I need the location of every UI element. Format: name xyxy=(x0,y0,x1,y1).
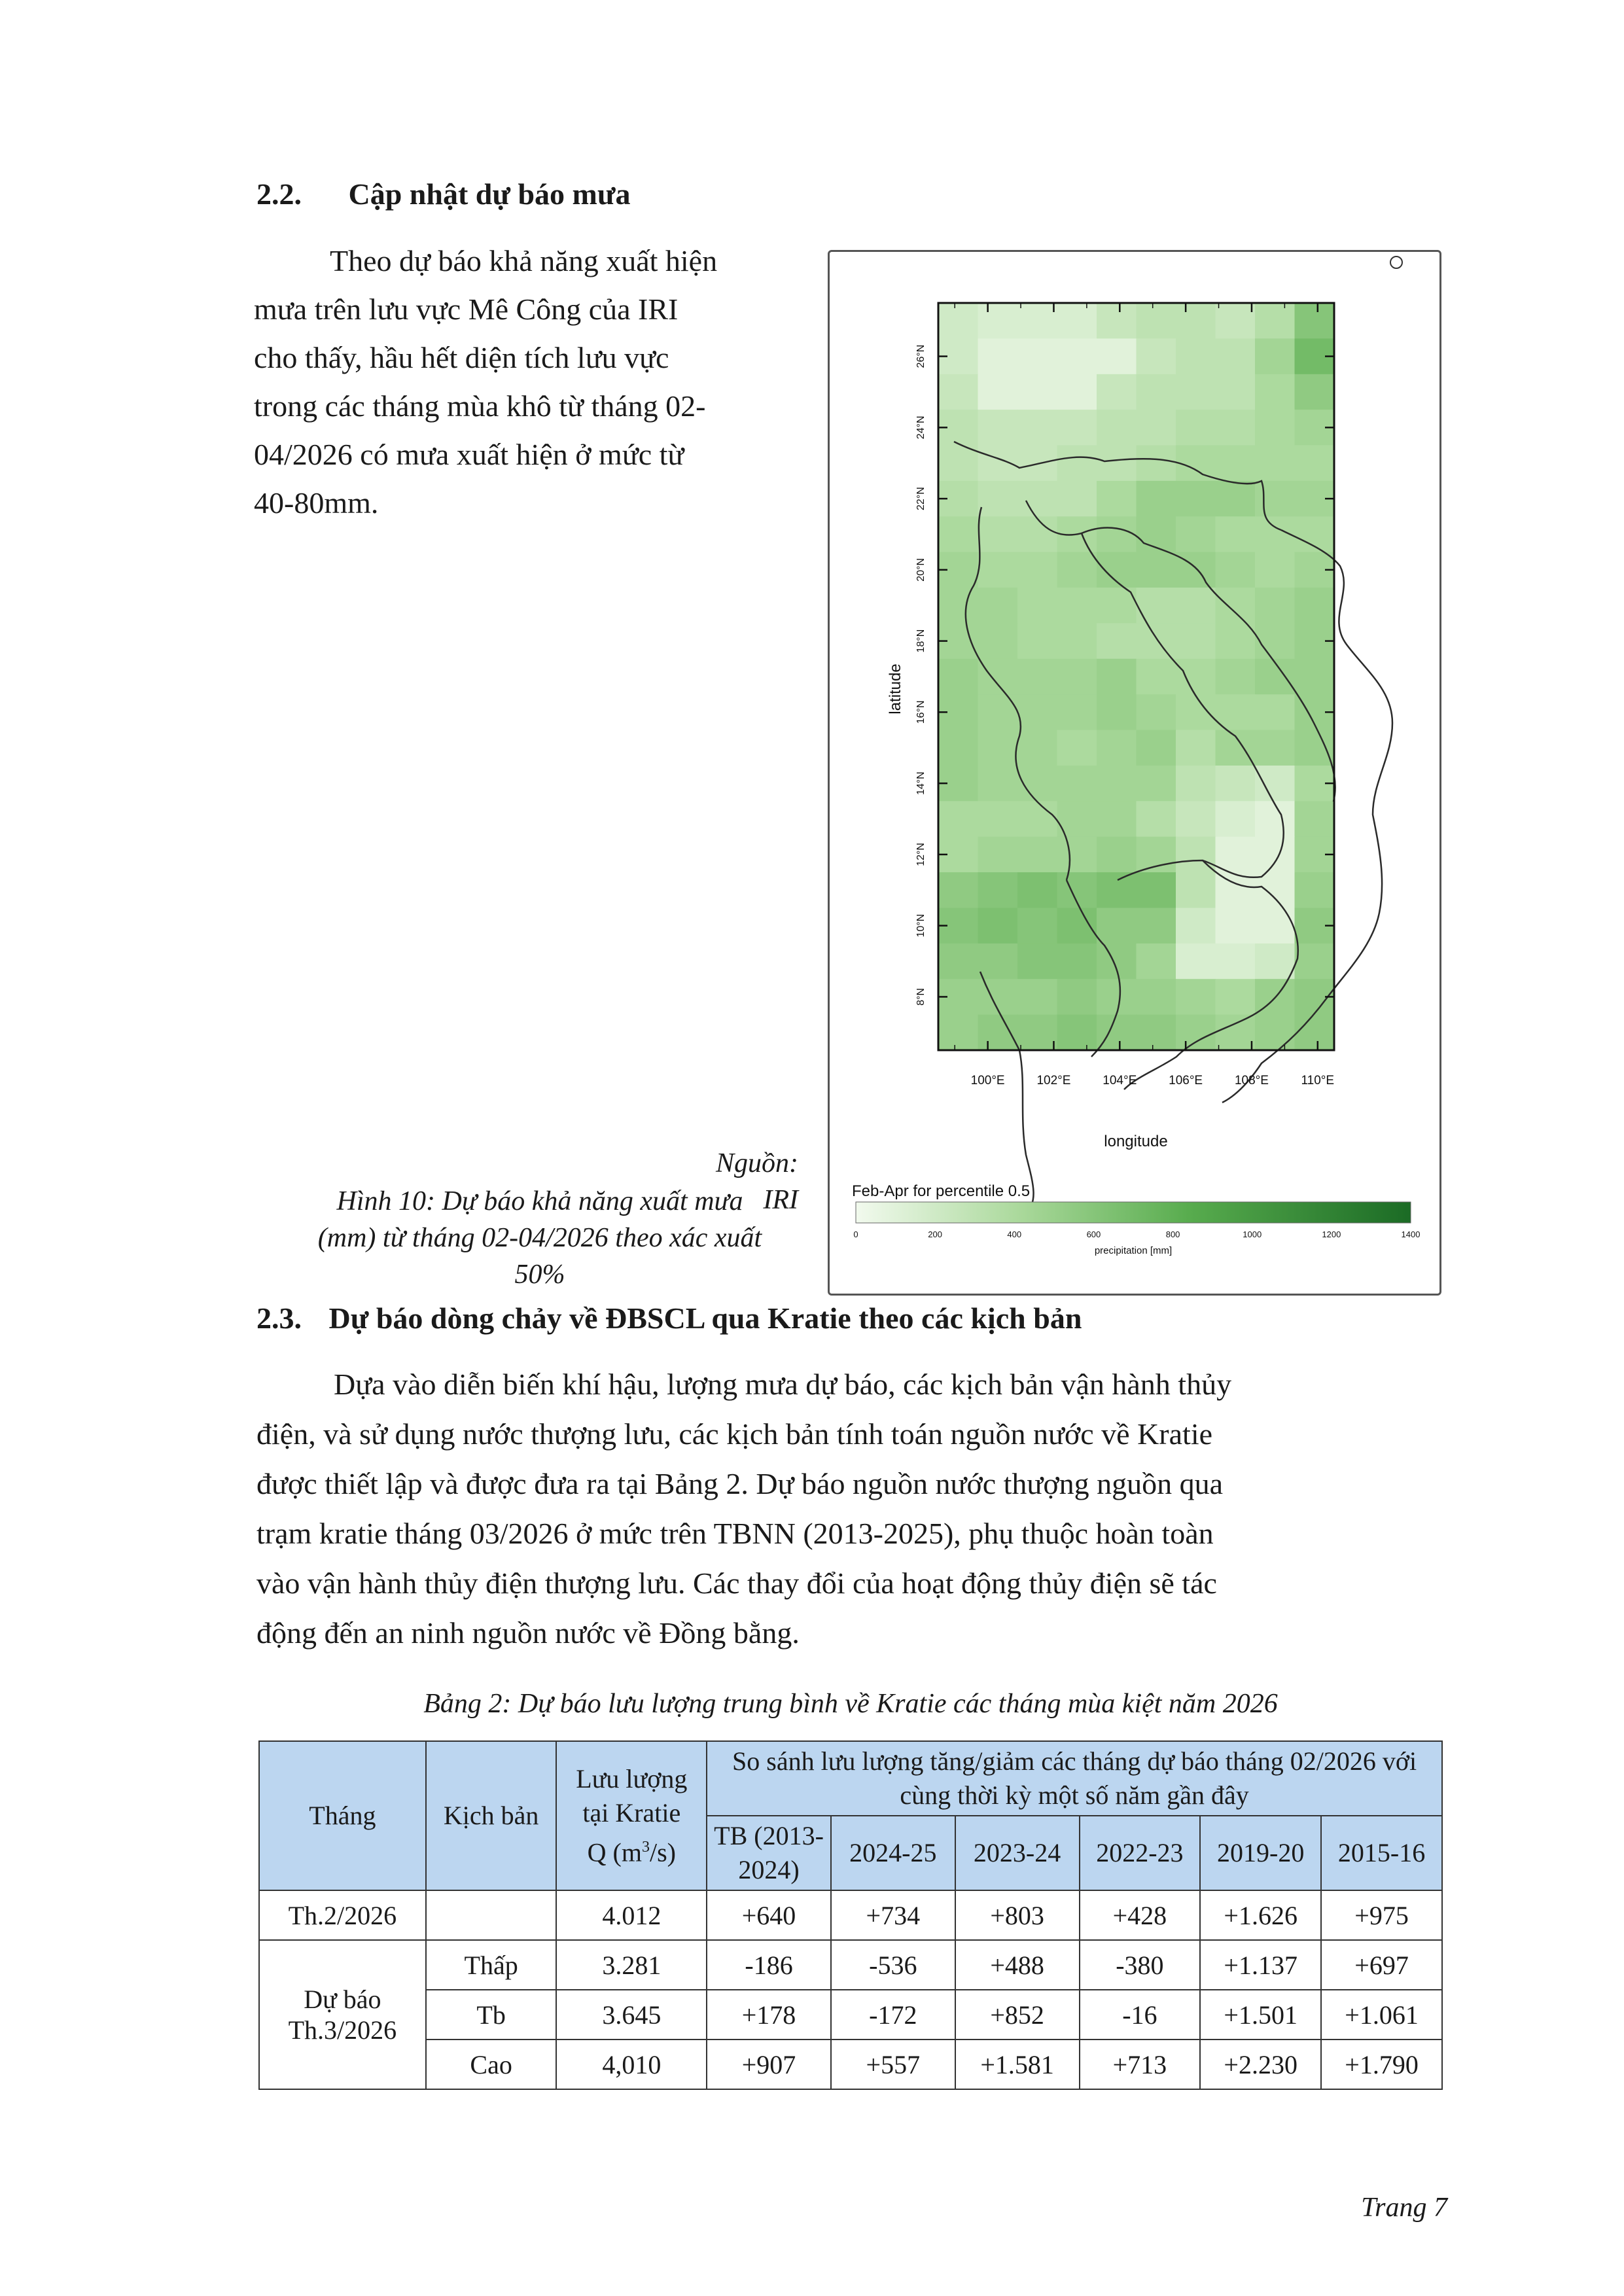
heatmap-cell xyxy=(1097,410,1137,446)
heatmap-cell xyxy=(938,374,978,410)
heatmap-cell xyxy=(1097,872,1137,908)
heatmap-cell xyxy=(1295,801,1335,837)
heatmap-cell xyxy=(1216,766,1256,802)
table-caption: Bảng 2: Dự báo lưu lượng trung bình về Kratie các tháng mùa kiệt năm 2026 xyxy=(423,1689,1278,1719)
heatmap-cell xyxy=(978,552,1018,588)
heatmap-cell xyxy=(1097,944,1137,980)
heatmap-cell xyxy=(1216,979,1256,1015)
heatmap-cell xyxy=(1097,766,1137,802)
cell-value: +557 xyxy=(831,2040,955,2089)
heatmap-cell xyxy=(1137,303,1176,339)
heatmap-cell xyxy=(1057,623,1097,659)
figure-caption xyxy=(258,1183,821,1293)
y-tick-label: 22°N xyxy=(915,487,927,510)
colorbar-tick-label: 200 xyxy=(928,1229,942,1239)
paragraph-line: động đến an ninh nguồn nước về Đồng bằng. xyxy=(256,1616,800,1650)
heatmap-cell xyxy=(978,374,1018,410)
section-2-2-heading xyxy=(256,177,630,211)
heatmap-cell xyxy=(1255,694,1295,730)
cell-value: +1.501 xyxy=(1200,1990,1321,2040)
heatmap-cell xyxy=(1137,944,1176,980)
heatmap-cell xyxy=(978,872,1018,908)
caption-line: (mm) từ tháng 02-04/2026 theo xác xuất xyxy=(317,1223,762,1253)
heatmap-cell xyxy=(1137,659,1176,695)
heatmap-cell xyxy=(1057,1015,1097,1051)
heatmap-cell xyxy=(1057,730,1097,766)
cell-flow: 3.281 xyxy=(556,1940,707,1990)
heatmap-cell xyxy=(978,303,1018,339)
heatmap-cell xyxy=(1176,908,1216,944)
paragraph-line: 40-80mm. xyxy=(254,486,379,520)
heatmap-cell xyxy=(1216,446,1256,482)
heatmap-cell xyxy=(1216,623,1256,659)
heatmap-cell xyxy=(1057,410,1097,446)
heatmap-cell xyxy=(1216,588,1256,624)
paragraph-line: điện, và sử dụng nước thượng lưu, các kịch bản tính toán nguồn nước về Kratie xyxy=(256,1417,1213,1451)
heatmap-cell xyxy=(1216,410,1256,446)
heatmap-cell xyxy=(1097,623,1137,659)
heatmap-cell xyxy=(1057,908,1097,944)
heatmap-cell xyxy=(1216,908,1256,944)
heatmap-cell xyxy=(1216,837,1256,873)
heatmap-cell xyxy=(1097,979,1137,1015)
heatmap-cell xyxy=(938,303,978,339)
heatmap-cell xyxy=(1057,694,1097,730)
y-tick-label: 18°N xyxy=(915,629,927,653)
heatmap-cell xyxy=(1176,516,1216,552)
cell-scenario: Cao xyxy=(426,2040,557,2089)
heatmap-cell xyxy=(1057,481,1097,517)
heatmap-cell xyxy=(1017,410,1057,446)
header-scenario: Kịch bản xyxy=(426,1741,557,1890)
cell-value: -172 xyxy=(831,1990,955,2040)
heatmap-cell xyxy=(978,730,1018,766)
heatmap-cell xyxy=(1017,801,1057,837)
heatmap-cell xyxy=(1176,872,1216,908)
paragraph-line: trạm kratie tháng 03/2026 ở mức trên TBNN (2013-2025), phụ thuộc hoàn toàn xyxy=(256,1517,1214,1550)
rain-forecast-paragraph xyxy=(254,237,817,527)
heatmap-cell xyxy=(1176,659,1216,695)
header-flow-unit: Q $(m^3/s)$ xyxy=(587,1837,676,1867)
heatmap-cell xyxy=(1255,552,1295,588)
heatmap-cell xyxy=(1057,446,1097,482)
heatmap-cell xyxy=(978,623,1018,659)
paragraph-line: cho thấy, hầu hết diện tích lưu vực xyxy=(254,341,669,374)
heatmap-cell xyxy=(1097,1015,1137,1051)
cell-value: +1.137 xyxy=(1200,1940,1321,1990)
y-tick-label: 26°N xyxy=(915,344,927,368)
cell-value: +975 xyxy=(1321,1890,1442,1940)
colorbar xyxy=(856,1202,1411,1223)
colorbar-tick-label: 1000 xyxy=(1243,1229,1262,1239)
header-year: 2015-16 xyxy=(1321,1816,1442,1890)
heatmap-cell xyxy=(1176,303,1216,339)
heatmap-cell xyxy=(1137,801,1176,837)
heatmap-cell xyxy=(1097,659,1137,695)
cell-value: +2.230 xyxy=(1200,2040,1321,2089)
heatmap-cell xyxy=(1295,1015,1335,1051)
heatmap-cell xyxy=(1137,908,1176,944)
heatmap-cell xyxy=(1176,944,1216,980)
heatmap-cell xyxy=(978,908,1018,944)
heatmap-cell xyxy=(1097,516,1137,552)
heatmap-cell xyxy=(1295,446,1335,482)
heatmap-cell xyxy=(1216,516,1256,552)
cell-value: +488 xyxy=(955,1940,1080,1990)
heatmap-cell xyxy=(1137,552,1176,588)
heatmap-cell xyxy=(1255,338,1295,374)
heatmap-cell xyxy=(1017,338,1057,374)
heatmap-cell xyxy=(1017,837,1057,873)
cell-value: +852 xyxy=(955,1990,1080,2040)
cell-value: +713 xyxy=(1080,2040,1201,2089)
heatmap-cell xyxy=(1255,801,1295,837)
heatmap-cell xyxy=(1017,694,1057,730)
heatmap-cell xyxy=(1057,303,1097,339)
heatmap-cell xyxy=(1255,410,1295,446)
heatmap-cell xyxy=(1176,801,1216,837)
heatmap-cell xyxy=(978,410,1018,446)
heatmap-cell xyxy=(1057,338,1097,374)
paragraph-line: vào vận hành thủy điện thượng lưu. Các thay đổi của hoạt động thủy điện sẽ tác xyxy=(256,1566,1217,1600)
section-number: 2.3. xyxy=(256,1301,302,1335)
heatmap-cell xyxy=(1097,730,1137,766)
heatmap-cell xyxy=(1255,623,1295,659)
heatmap-cell xyxy=(1176,979,1216,1015)
heatmap-cell xyxy=(1137,588,1176,624)
section-title: Cập nhật dự báo mưa xyxy=(348,177,631,211)
heatmap-cell xyxy=(1137,979,1176,1015)
cell-value: +697 xyxy=(1321,1940,1442,1990)
heatmap-cell xyxy=(1137,338,1176,374)
header-year: 2023-24 xyxy=(955,1816,1080,1890)
y-tick-label: 16°N xyxy=(915,700,927,724)
cell-scenario: Thấp xyxy=(426,1940,557,1990)
heatmap-cell xyxy=(1176,766,1216,802)
heatmap-cell xyxy=(1057,588,1097,624)
colorbar-tick-label: 1400 xyxy=(1401,1229,1421,1239)
heatmap-cell xyxy=(1097,446,1137,482)
paragraph-line: 04/2026 có mưa xuất hiện ở mức từ xyxy=(254,438,684,471)
cell-flow: 4.012 xyxy=(556,1890,707,1940)
cell-scenario: Tb xyxy=(426,1990,557,2040)
cell-flow: 3.645 xyxy=(556,1990,707,2040)
kratie-flow-paragraph xyxy=(256,1360,1441,1658)
header-year: 2024-25 xyxy=(831,1816,955,1890)
cell-value: +428 xyxy=(1080,1890,1201,1940)
heatmap-cell xyxy=(1295,659,1335,695)
table-row xyxy=(259,2040,1442,2089)
heatmap-cell xyxy=(1057,979,1097,1015)
heatmap-cell xyxy=(1097,481,1137,517)
heatmap-cell xyxy=(1097,694,1137,730)
colorbar-tick-label: 400 xyxy=(1007,1229,1022,1239)
heatmap-cell xyxy=(1216,303,1256,339)
heatmap-cell xyxy=(1137,446,1176,482)
cell-value: +1.626 xyxy=(1200,1890,1321,1940)
heatmap-cells xyxy=(938,303,1335,1051)
colorbar-tick-label: 600 xyxy=(1086,1229,1101,1239)
x-tick-label: 106°E xyxy=(1169,1074,1203,1087)
cell-value: -186 xyxy=(707,1940,831,1990)
colorbar-title: Feb-Apr for percentile 0.5 xyxy=(852,1182,1031,1200)
y-tick-label: 12°N xyxy=(915,843,927,866)
heatmap-cell xyxy=(1017,303,1057,339)
heatmap-cell xyxy=(1216,481,1256,517)
x-tick-label: 100°E xyxy=(970,1074,1005,1087)
heatmap-cell xyxy=(1295,944,1335,980)
heatmap-cell xyxy=(1176,730,1216,766)
heatmap-cell xyxy=(1216,801,1256,837)
y-tick-label: 14°N xyxy=(915,771,927,796)
heatmap-cell xyxy=(938,730,978,766)
heatmap-cell xyxy=(1057,944,1097,980)
cell-month: Th.2/2026 xyxy=(259,1890,426,1940)
header-flow-line: Lưu lượng tại Kratie xyxy=(576,1763,688,1828)
heatmap-cell xyxy=(1137,766,1176,802)
y-tick-label: 10°N xyxy=(915,913,927,938)
heatmap-cell xyxy=(938,801,978,837)
heatmap-cell xyxy=(1137,837,1176,873)
heatmap-cell xyxy=(1255,446,1295,482)
section-title: Dự báo dòng chảy về ĐBSCL qua Kratie theo các kịch bản xyxy=(328,1301,1082,1335)
heatmap-cell xyxy=(1176,588,1216,624)
heatmap-cell xyxy=(938,588,978,624)
heatmap-cell xyxy=(1017,659,1057,695)
x-tick-labels xyxy=(971,1074,1334,1087)
heatmap-cell xyxy=(1017,872,1057,908)
y-tick-label: 24°N xyxy=(915,415,927,440)
heatmap-cell xyxy=(1255,908,1295,944)
heatmap-cell xyxy=(1176,481,1216,517)
heatmap-cell xyxy=(1017,481,1057,517)
x-tick-label: 102°E xyxy=(1036,1074,1071,1087)
caption-line: Hình 10: Dự báo khả năng xuất mưa xyxy=(336,1186,743,1216)
heatmap-cell xyxy=(1176,410,1216,446)
heatmap-cell xyxy=(978,694,1018,730)
heatmap-cell xyxy=(1097,801,1137,837)
heatmap-cell xyxy=(1255,588,1295,624)
cell-value: +1.061 xyxy=(1321,1990,1442,2040)
page-number: Trang 7 xyxy=(1361,2193,1447,2223)
y-tick-label: 8°N xyxy=(915,987,927,1006)
heatmap-cell xyxy=(1097,338,1137,374)
heatmap-cell xyxy=(1176,374,1216,410)
cell-value: +734 xyxy=(831,1890,955,1940)
heatmap-cell xyxy=(1137,872,1176,908)
heatmap-cell xyxy=(978,837,1018,873)
info-icon xyxy=(1390,256,1402,268)
heatmap-cell xyxy=(978,766,1018,802)
x-tick-label: 108°E xyxy=(1234,1074,1269,1087)
heatmap-cell xyxy=(1017,908,1057,944)
heatmap-cell xyxy=(938,516,978,552)
heatmap-cell xyxy=(978,944,1018,980)
heatmap-cell xyxy=(1097,837,1137,873)
heatmap-cell xyxy=(1057,766,1097,802)
heatmap-cell xyxy=(1097,374,1137,410)
heatmap-cell xyxy=(1295,588,1335,624)
cell-value: +1.790 xyxy=(1321,2040,1442,2089)
paragraph-line: Theo dự báo khả năng xuất hiện xyxy=(330,244,718,277)
colorbar-label: precipitation [mm] xyxy=(1094,1245,1173,1256)
heatmap-cell xyxy=(1137,1015,1176,1051)
heatmap-cell xyxy=(978,516,1018,552)
x-axis-label: longitude xyxy=(1104,1133,1168,1150)
heatmap-cell xyxy=(1017,588,1057,624)
heatmap-cell xyxy=(1057,837,1097,873)
caption-line: 50% xyxy=(514,1260,565,1290)
header-year: 2019-20 xyxy=(1200,1816,1321,1890)
heatmap-cell xyxy=(1097,303,1137,339)
heatmap-cell xyxy=(1017,516,1057,552)
heatmap-cell xyxy=(1017,944,1057,980)
heatmap-cell xyxy=(1137,623,1176,659)
y-tick-label: 20°N xyxy=(915,557,927,582)
cell-scenario xyxy=(426,1890,557,1940)
cell-value: -380 xyxy=(1080,1940,1201,1990)
y-tick-labels xyxy=(915,345,927,1006)
heatmap-cell xyxy=(1295,730,1335,766)
heatmap-cell xyxy=(1097,908,1137,944)
cell-value: +907 xyxy=(707,2040,831,2089)
paragraph-line: mưa trên lưu vực Mê Công của IRI xyxy=(254,292,679,326)
x-tick-label: 104°E xyxy=(1103,1074,1137,1087)
heatmap-cell xyxy=(1255,481,1295,517)
heatmap-cell xyxy=(1216,1015,1256,1051)
colorbar-tick-label: 800 xyxy=(1165,1229,1180,1239)
heatmap-cell xyxy=(1295,872,1335,908)
heatmap-cell xyxy=(978,338,1018,374)
colorbar-tick-label: 1200 xyxy=(1322,1229,1341,1239)
heatmap-cell xyxy=(1216,659,1256,695)
table-header-row xyxy=(259,1741,1442,1816)
heatmap-cell xyxy=(1176,694,1216,730)
heatmap-cell xyxy=(1137,694,1176,730)
heatmap-cell xyxy=(1216,552,1256,588)
heatmap-cell xyxy=(1137,374,1176,410)
heatmap-cell xyxy=(1255,944,1295,980)
heatmap-cell xyxy=(1137,410,1176,446)
heatmap-cell xyxy=(1017,730,1057,766)
heatmap-cell xyxy=(1295,303,1335,339)
colorbar-tick-labels xyxy=(853,1229,1420,1239)
heatmap-cell xyxy=(938,1015,978,1051)
cell-value: +803 xyxy=(955,1890,1080,1940)
table-row xyxy=(259,1940,1442,1990)
heatmap-cell xyxy=(1295,374,1335,410)
heatmap-cell xyxy=(938,872,978,908)
header-comparison: So sánh lưu lượng tăng/giảm các tháng dự báo tháng 02/2026 với cùng thời kỳ một số năm gần đây xyxy=(707,1741,1442,1816)
heatmap-cell xyxy=(1017,1015,1057,1051)
header-year: 2022-23 xyxy=(1080,1816,1201,1890)
heatmap-cell xyxy=(1057,659,1097,695)
header-flow xyxy=(556,1741,707,1890)
heatmap-cell xyxy=(1017,552,1057,588)
heatmap-cell xyxy=(1255,766,1295,802)
cell-value: +640 xyxy=(707,1890,831,1940)
heatmap-cell xyxy=(978,588,1018,624)
y-axis-label: latitude xyxy=(887,663,904,715)
heatmap-cell xyxy=(1176,623,1216,659)
heatmap-cell xyxy=(1176,338,1216,374)
heatmap-cell xyxy=(1176,1015,1216,1051)
cell-forecast-month: Dự báo Th.3/2026 xyxy=(259,1940,426,2089)
kratie-flow-table xyxy=(258,1740,1443,2090)
header-month: Tháng xyxy=(259,1741,426,1890)
heatmap-cell xyxy=(978,481,1018,517)
heatmap-cell xyxy=(1216,944,1256,980)
cell-value: -536 xyxy=(831,1940,955,1990)
section-number: 2.2. xyxy=(256,177,302,211)
section-2-3-heading xyxy=(256,1301,1082,1335)
heatmap-cell xyxy=(1255,303,1295,339)
heatmap-cell xyxy=(1057,552,1097,588)
figure-source: Nguồn: IRI xyxy=(716,1148,798,1215)
cell-value: +178 xyxy=(707,1990,831,2040)
paragraph-line: Dựa vào diễn biến khí hậu, lượng mưa dự báo, các kịch bản vận hành thủy xyxy=(334,1368,1232,1401)
precipitation-map xyxy=(830,252,1439,1294)
heatmap-cell xyxy=(1255,1015,1295,1051)
heatmap-cell xyxy=(1255,837,1295,873)
heatmap-cell xyxy=(1137,481,1176,517)
heatmap-cell xyxy=(1216,338,1256,374)
heatmap-cell xyxy=(1057,374,1097,410)
heatmap-cell xyxy=(938,446,978,482)
table-row xyxy=(259,1890,1442,1940)
heatmap-cell xyxy=(1255,374,1295,410)
cell-value: +1.581 xyxy=(955,2040,1080,2089)
heatmap-cell xyxy=(1017,979,1057,1015)
heatmap-cell xyxy=(978,801,1018,837)
table-row xyxy=(259,1990,1442,2040)
header-year: TB (2013-2024) xyxy=(707,1816,831,1890)
heatmap-cell xyxy=(1255,659,1295,695)
heatmap-cell xyxy=(978,1015,1018,1051)
colorbar-tick-label: 0 xyxy=(853,1229,858,1239)
paragraph-line: được thiết lập và được đưa ra tại Bảng 2. Dự báo nguồn nước thượng nguồn qua xyxy=(256,1467,1224,1500)
paragraph-line: trong các tháng mùa khô từ tháng 02- xyxy=(254,389,706,423)
heatmap-cell xyxy=(1017,374,1057,410)
heatmap-cell xyxy=(1216,374,1256,410)
heatmap-cell xyxy=(1017,623,1057,659)
heatmap-cell xyxy=(978,659,1018,695)
heatmap-cell xyxy=(938,944,978,980)
x-tick-label: 110°E xyxy=(1301,1074,1335,1087)
heatmap-cell xyxy=(1255,730,1295,766)
cell-value: -16 xyxy=(1080,1990,1201,2040)
cell-flow: 4,010 xyxy=(556,2040,707,2089)
precipitation-map-figure xyxy=(828,250,1441,1296)
heatmap-cell xyxy=(1137,730,1176,766)
heatmap-cell xyxy=(938,659,978,695)
